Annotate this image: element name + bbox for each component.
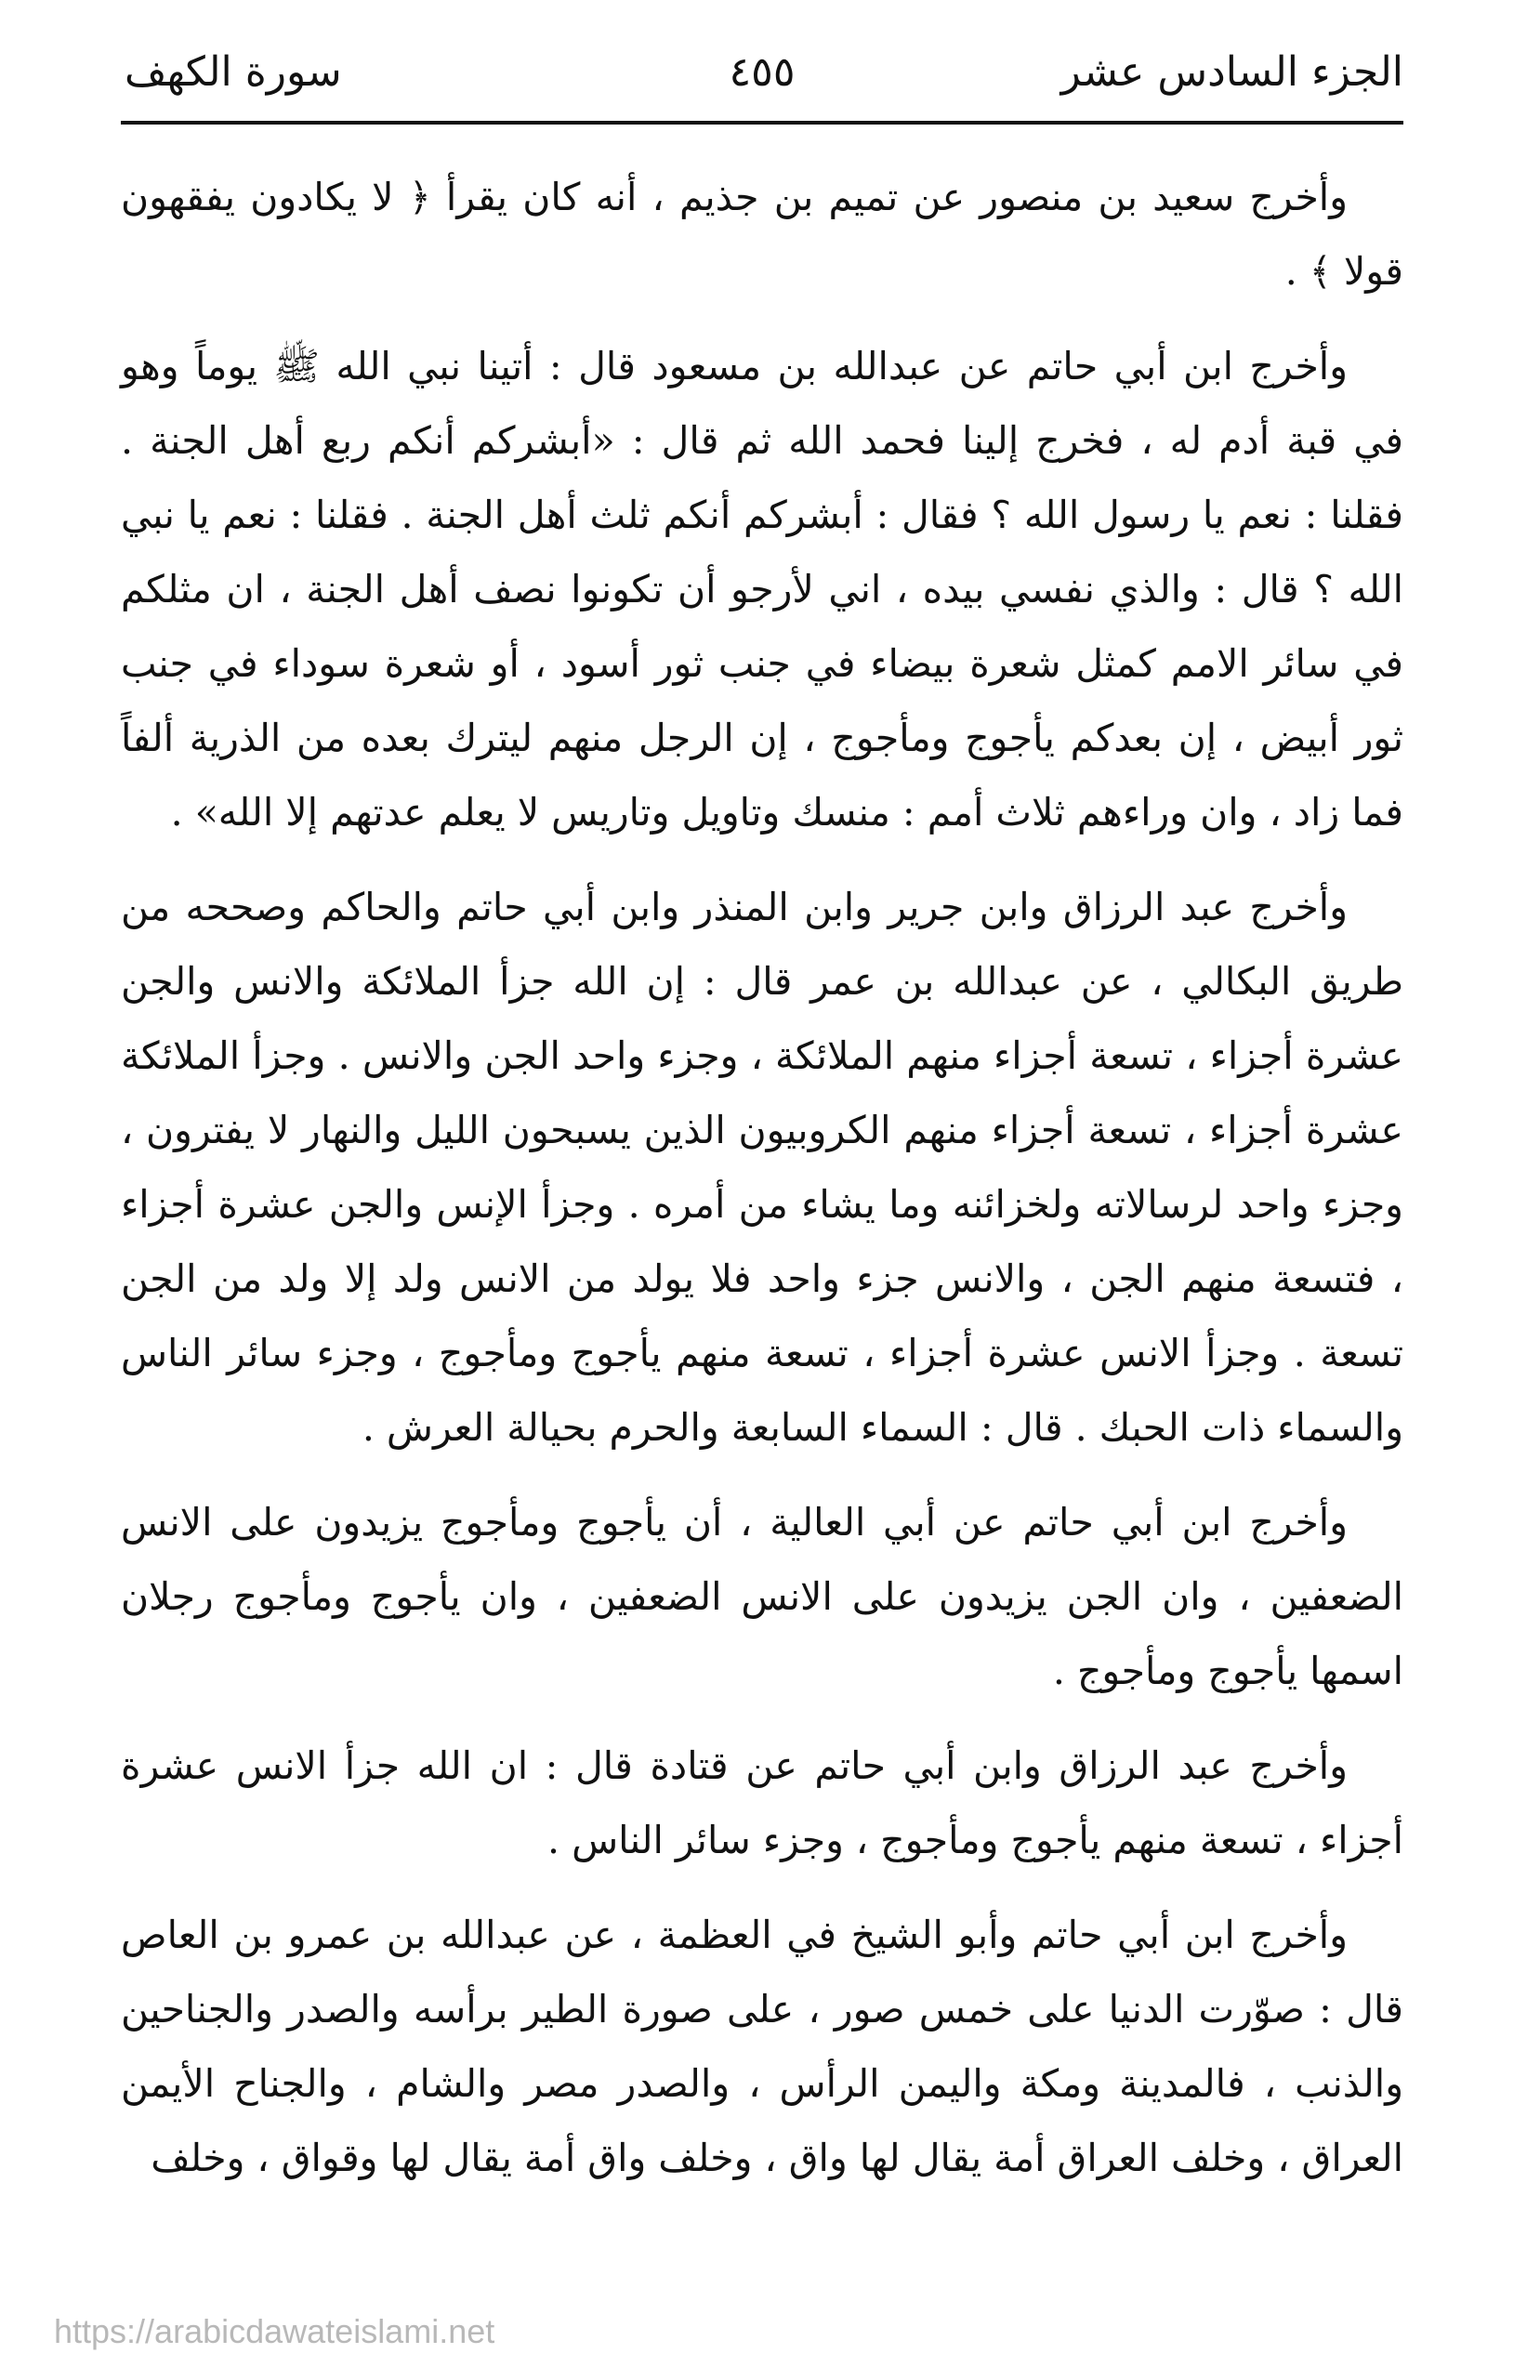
- surah-title: سورة الكهف: [125, 48, 342, 96]
- paragraph: وأخرج ابن أبي حاتم وأبو الشيخ في العظمة ، عن عبدالله بن عمرو بن العاص قال : صوّرت الدنيا على خمس صور ، على صورة الطير برأسه والصدر والجناحين والذنب ، فالمدينة ومكة واليمن الرأس ، والصدر مصر والشام ، والجناح الأيمن العراق ، وخلف العراق أمة يقال لها واق ، وخلف واق أمة يقال لها وقواق ، وخلف: [121, 1913, 1403, 2180]
- part-title: الجزء السادس عشر: [1060, 48, 1403, 96]
- paragraph: وأخرج ابن أبي حاتم عن أبي العالية ، أن يأجوج ومأجوج يزيدون على الانس الضعفين ، وان الجن يزيدون على الانس الضعفين ، وان يأجوج ومأجوج رجلان اسمها يأجوج ومأجوج .: [121, 1500, 1403, 1693]
- paragraph: وأخرج ابن أبي حاتم عن عبدالله بن مسعود قال : أتينا نبي الله ﷺ يوماً وهو في قبة أدم له ، فخرج إلينا فحمد الله ثم قال : «أبشركم أنكم ربع أهل الجنة . فقلنا : نعم يا رسول الله ؟ فقال : أبشركم أنكم ثلث أهل الجنة . فقلنا : نعم يا نبي الله ؟ قال : والذي نفسي بيده ، اني لأرجو أن تكونوا نصف أهل الجنة ، ان مثلكم في سائر الامم كمثل شعرة بيضاء في جنب ثور أسود ، أو شعرة سوداء في جنب ثور أبيض ، إن بعدكم يأجوج ومأجوج ، إن الرجل منهم ليترك بعده من الذرية ألفاً فما زاد ، وان وراءهم ثلاث أمم : منسك وتاويل وتاريس لا يعلم عدتهم إلا الله» .: [121, 344, 1403, 835]
- running-header: [121, 37, 1403, 125]
- page-body: [121, 160, 1403, 2195]
- watermark-url: https://arabicdawateislami.net: [54, 2312, 495, 2350]
- page-number: ٤٥٥: [729, 48, 796, 96]
- paragraph: وأخرج عبد الرزاق وابن أبي حاتم عن قتادة قال : ان الله جزأ الانس عشرة أجزاء ، تسعة منهم يأجوج ومأجوج ، وجزء سائر الناس .: [121, 1743, 1403, 1862]
- book-page: [121, 37, 1403, 2305]
- paragraph: وأخرج سعيد بن منصور عن تميم بن جذيم ، أنه كان يقرأ ﴿ لا يكادون يفقهون قولا ﴾ .: [121, 175, 1403, 294]
- paragraph: وأخرج عبد الرزاق وابن جرير وابن المنذر وابن أبي حاتم والحاكم وصححه من طريق البكالي ، عن عبدالله بن عمر قال : إن الله جزأ الملائكة والانس والجن عشرة أجزاء ، تسعة أجزاء منهم الملائكة ، وجزء واحد الجن والانس . وجزأ الملائكة عشرة أجزاء ، تسعة أجزاء منهم الكروبيون الذين يسبحون الليل والنهار لا يفترون ، وجزء واحد لرسالاته ولخزائنه وما يشاء من أمره . وجزأ الإنس والجن عشرة أجزاء ، فتسعة منهم الجن ، والانس جزء واحد فلا يولد من الانس ولد إلا ولد من الجن تسعة . وجزأ الانس عشرة أجزاء ، تسعة منهم يأجوج ومأجوج ، وجزء سائر الناس والسماء ذات الحبك . قال : السماء السابعة والحرم بحيالة العرش .: [121, 885, 1403, 1450]
